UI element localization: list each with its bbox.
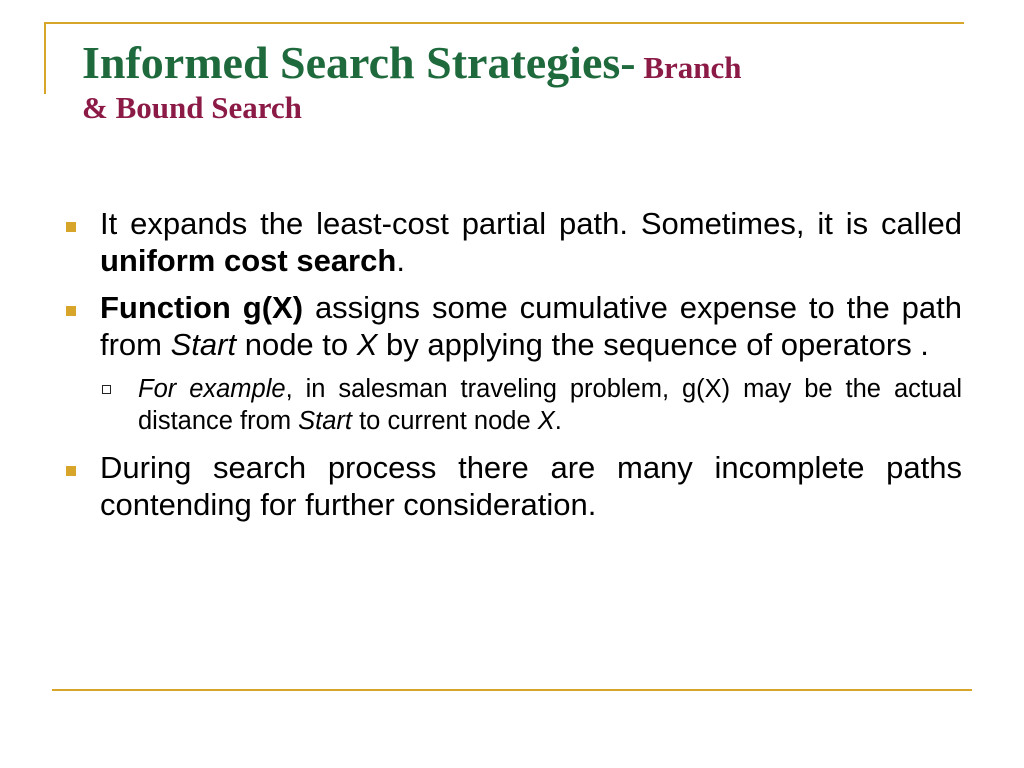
slide-body (58, 205, 962, 533)
sub-bullet-text: to current node (352, 407, 538, 435)
sub-bullet-italic-text: Start (298, 407, 353, 435)
bullet-item-1 (58, 205, 962, 279)
title-dash: - (620, 37, 636, 88)
bullet-item-2 (58, 289, 962, 363)
bullet-text: It expands the least-cost partial path. Sometimes, it is called (100, 206, 962, 241)
bullet-text: by applying the sequence of operators . (377, 327, 929, 362)
bullet-italic-text: X (356, 327, 378, 362)
bullet-bold-text: uniform cost search (100, 243, 397, 278)
bullet-text: node to (236, 327, 357, 362)
title-main: Informed Search Strategies (82, 37, 621, 88)
top-rule (44, 22, 964, 24)
sub-bullet-italic-text: For example (138, 375, 286, 403)
bullet-text: During search process there are many incomplete paths contending for further consideration. (100, 450, 962, 522)
hollow-square-bullet-icon (102, 385, 111, 394)
title-sub-line2: & Bound Search (82, 90, 302, 126)
sub-bullet-italic-text: X (537, 407, 555, 435)
left-rule (44, 22, 46, 94)
sub-bullet-item (138, 373, 962, 437)
bullet-item-3 (58, 449, 962, 523)
bullet-bold-text: Function g(X) (100, 290, 304, 325)
title-sub-line1: Branch (635, 50, 742, 85)
square-bullet-icon (66, 222, 76, 232)
sub-bullet-text: , in salesman traveling problem, g(X) may be the actual distance from (138, 375, 962, 435)
square-bullet-icon (66, 466, 76, 476)
bullet-text: assigns some cumulative expense to the path from (100, 290, 962, 362)
slide-title (82, 36, 962, 127)
bullet-italic-text: Start (170, 327, 237, 362)
square-bullet-icon (66, 306, 76, 316)
bottom-rule (52, 689, 972, 691)
bullet-text: . (396, 243, 405, 278)
sub-bullet-text: . (554, 407, 562, 435)
